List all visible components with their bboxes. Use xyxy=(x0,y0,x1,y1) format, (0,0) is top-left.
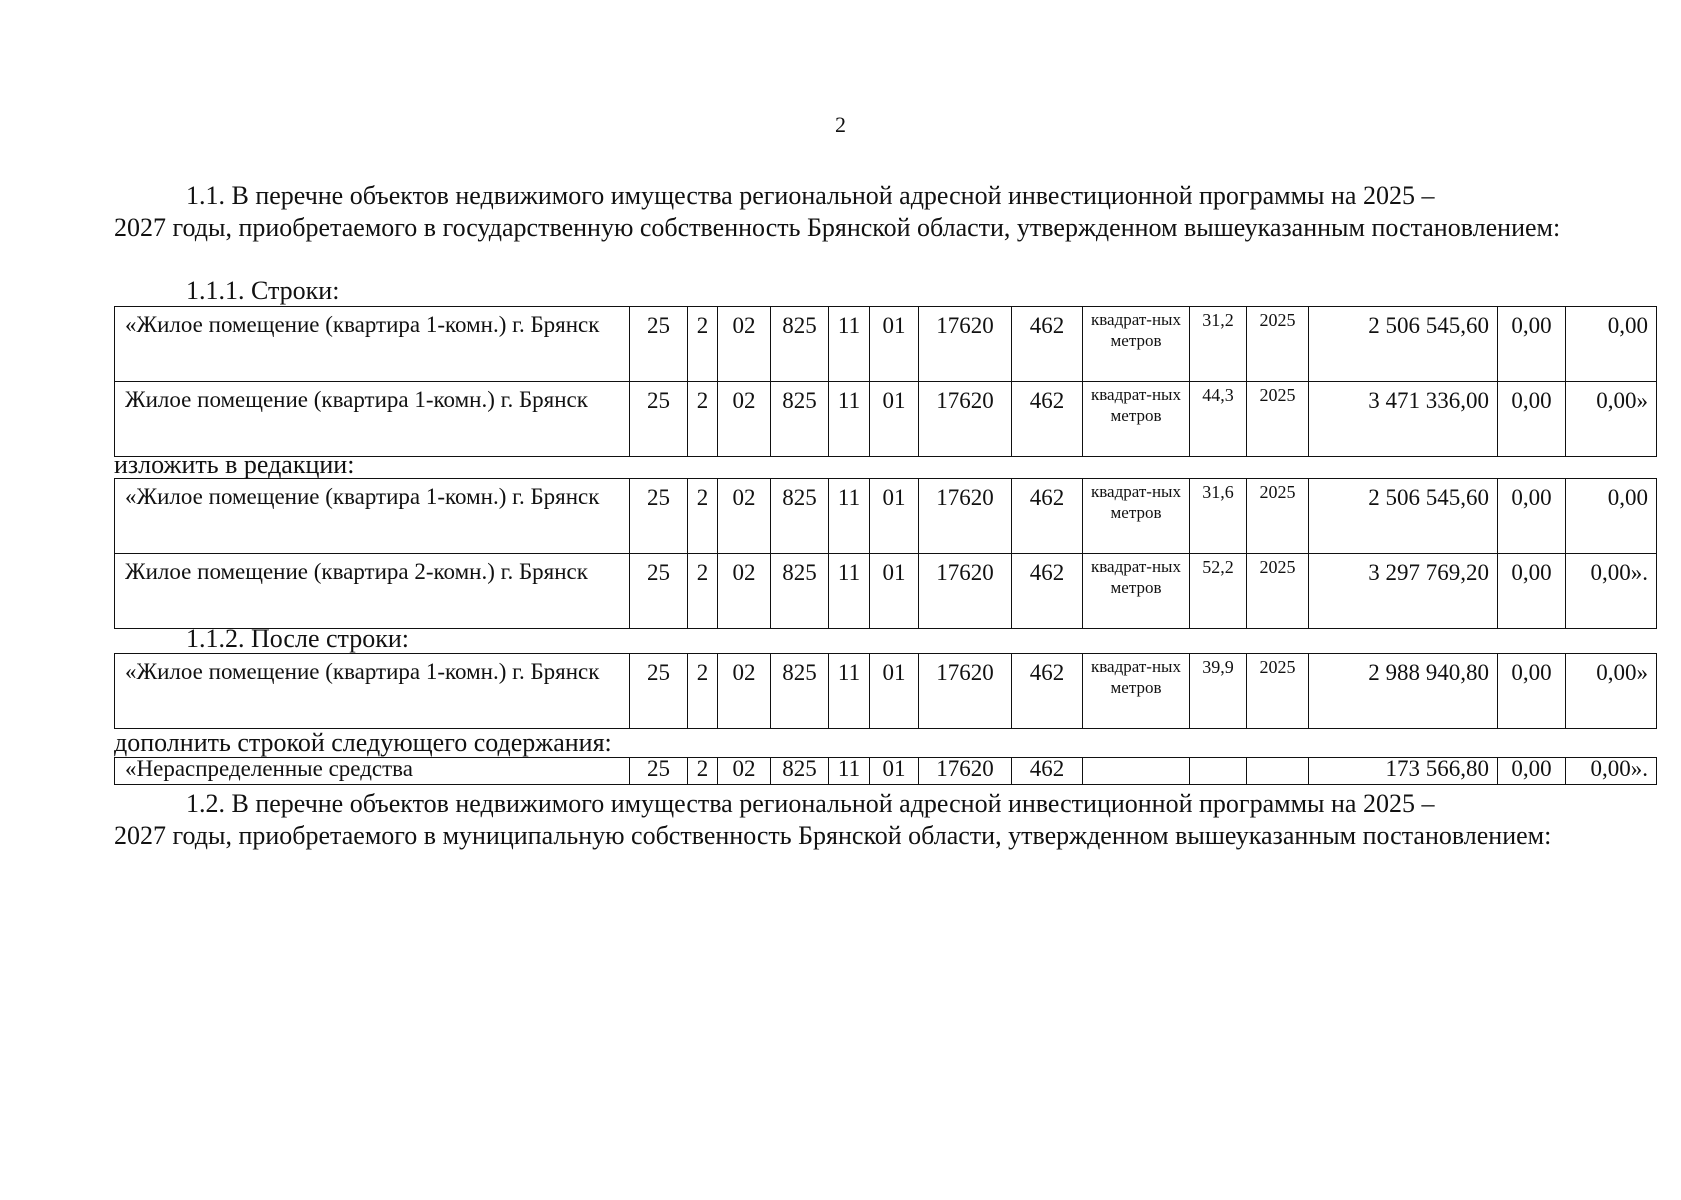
cell-unit: квадрат-ных метров xyxy=(1083,654,1190,729)
cell-c6: 01 xyxy=(870,758,919,785)
cell-c3: 02 xyxy=(718,382,771,457)
cell-v2: 0,00» xyxy=(1566,382,1657,457)
cell-c6: 01 xyxy=(870,654,919,729)
cell-c7: 17620 xyxy=(919,307,1012,382)
cell-area xyxy=(1190,758,1247,785)
paragraph-1-1 xyxy=(114,180,1574,244)
label-1-1-2: 1.1.2. После строки: xyxy=(186,624,409,653)
table-row xyxy=(115,554,1657,629)
cell-v1: 0,00 xyxy=(1498,654,1566,729)
cell-c1: 25 xyxy=(630,758,688,785)
paragraph-1-2 xyxy=(114,788,1574,852)
cell-c4: 825 xyxy=(771,758,829,785)
cell-area: 39,9 xyxy=(1190,654,1247,729)
table-after-row xyxy=(114,653,1657,729)
cell-c8: 462 xyxy=(1012,307,1083,382)
table-row xyxy=(115,758,1657,785)
cell-amount: 3 297 769,20 xyxy=(1309,554,1498,629)
cell-name: Жилое помещение (квартира 1-комн.) г. Брянск xyxy=(115,382,630,457)
cell-c2: 2 xyxy=(688,654,718,729)
cell-c8: 462 xyxy=(1012,554,1083,629)
cell-c2: 2 xyxy=(688,479,718,554)
cell-year xyxy=(1247,758,1309,785)
cell-c2: 2 xyxy=(688,758,718,785)
cell-year: 2025 xyxy=(1247,554,1309,629)
cell-year: 2025 xyxy=(1247,307,1309,382)
cell-c5: 11 xyxy=(829,758,870,785)
cell-c3: 02 xyxy=(718,758,771,785)
cell-c4: 825 xyxy=(771,479,829,554)
cell-c4: 825 xyxy=(771,654,829,729)
cell-c5: 11 xyxy=(829,479,870,554)
cell-c4: 825 xyxy=(771,382,829,457)
cell-name: «Нераспределенные средства xyxy=(115,758,630,785)
cell-c5: 11 xyxy=(829,307,870,382)
cell-c1: 25 xyxy=(630,554,688,629)
cell-name: Жилое помещение (квартира 2-комн.) г. Брянск xyxy=(115,554,630,629)
table-added-row xyxy=(114,757,1657,785)
cell-c7: 17620 xyxy=(919,654,1012,729)
cell-unit xyxy=(1083,758,1190,785)
cell-c2: 2 xyxy=(688,307,718,382)
cell-c1: 25 xyxy=(630,479,688,554)
cell-unit: квадрат-ных метров xyxy=(1083,554,1190,629)
cell-c6: 01 xyxy=(870,554,919,629)
cell-v1: 0,00 xyxy=(1498,382,1566,457)
cell-unit: квадрат-ных метров xyxy=(1083,479,1190,554)
cell-v2: 0,00 xyxy=(1566,479,1657,554)
label-1-1-1: 1.1.1. Строки: xyxy=(186,276,340,305)
cell-c5: 11 xyxy=(829,554,870,629)
cell-c5: 11 xyxy=(829,654,870,729)
paragraph-1-2-line1: 1.2. В перечне объектов недвижимого имущества региональной адресной инвестиционной программы на 2025 – xyxy=(186,789,1435,818)
cell-c2: 2 xyxy=(688,382,718,457)
cell-name: «Жилое помещение (квартира 1-комн.) г. Брянск xyxy=(115,654,630,729)
cell-v1: 0,00 xyxy=(1498,307,1566,382)
table-row xyxy=(115,654,1657,729)
page-number: 2 xyxy=(835,112,846,137)
table-old-rows xyxy=(114,306,1657,457)
cell-year: 2025 xyxy=(1247,382,1309,457)
paragraph-1-1-line1: 1.1. В перечне объектов недвижимого имущества региональной адресной инвестиционной программы на 2025 – xyxy=(186,181,1435,210)
cell-c3: 02 xyxy=(718,654,771,729)
cell-year: 2025 xyxy=(1247,654,1309,729)
paragraph-1-1-rest: 2027 годы, приобретаемого в государственную собственность Брянской области, утвержденном вышеуказанным постановлением: xyxy=(114,213,1561,242)
cell-amount: 2 506 545,60 xyxy=(1309,479,1498,554)
cell-v1: 0,00 xyxy=(1498,479,1566,554)
cell-v2: 0,00». xyxy=(1566,554,1657,629)
cell-c7: 17620 xyxy=(919,382,1012,457)
cell-area: 31,2 xyxy=(1190,307,1247,382)
cell-c1: 25 xyxy=(630,382,688,457)
cell-amount: 3 471 336,00 xyxy=(1309,382,1498,457)
label-add: дополнить строкой следующего содержания: xyxy=(114,728,612,757)
cell-amount: 173 566,80 xyxy=(1309,758,1498,785)
cell-c6: 01 xyxy=(870,382,919,457)
cell-unit: квадрат-ных метров xyxy=(1083,307,1190,382)
table-row xyxy=(115,479,1657,554)
cell-name: «Жилое помещение (квартира 1-комн.) г. Брянск xyxy=(115,307,630,382)
cell-unit: квадрат-ных метров xyxy=(1083,382,1190,457)
table-new-rows xyxy=(114,478,1657,629)
cell-c6: 01 xyxy=(870,479,919,554)
cell-c7: 17620 xyxy=(919,479,1012,554)
cell-c2: 2 xyxy=(688,554,718,629)
cell-c3: 02 xyxy=(718,554,771,629)
cell-c3: 02 xyxy=(718,479,771,554)
cell-amount: 2 988 940,80 xyxy=(1309,654,1498,729)
paragraph-1-2-rest: 2027 годы, приобретаемого в муниципальную собственность Брянской области, утвержденном вышеуказанным постановлением: xyxy=(114,821,1552,850)
cell-c6: 01 xyxy=(870,307,919,382)
cell-c8: 462 xyxy=(1012,382,1083,457)
cell-c7: 17620 xyxy=(919,554,1012,629)
label-replace: изложить в редакции: xyxy=(114,450,355,479)
cell-c7: 17620 xyxy=(919,758,1012,785)
cell-c8: 462 xyxy=(1012,758,1083,785)
cell-v2: 0,00» xyxy=(1566,654,1657,729)
cell-c8: 462 xyxy=(1012,654,1083,729)
cell-name: «Жилое помещение (квартира 1-комн.) г. Брянск xyxy=(115,479,630,554)
cell-c8: 462 xyxy=(1012,479,1083,554)
cell-area: 44,3 xyxy=(1190,382,1247,457)
cell-c5: 11 xyxy=(829,382,870,457)
table-row xyxy=(115,382,1657,457)
cell-v1: 0,00 xyxy=(1498,554,1566,629)
table-row xyxy=(115,307,1657,382)
cell-c4: 825 xyxy=(771,307,829,382)
cell-v1: 0,00 xyxy=(1498,758,1566,785)
cell-v2: 0,00 xyxy=(1566,307,1657,382)
cell-c1: 25 xyxy=(630,654,688,729)
cell-v2: 0,00». xyxy=(1566,758,1657,785)
cell-c1: 25 xyxy=(630,307,688,382)
cell-amount: 2 506 545,60 xyxy=(1309,307,1498,382)
cell-year: 2025 xyxy=(1247,479,1309,554)
cell-area: 52,2 xyxy=(1190,554,1247,629)
cell-c4: 825 xyxy=(771,554,829,629)
cell-area: 31,6 xyxy=(1190,479,1247,554)
cell-c3: 02 xyxy=(718,307,771,382)
